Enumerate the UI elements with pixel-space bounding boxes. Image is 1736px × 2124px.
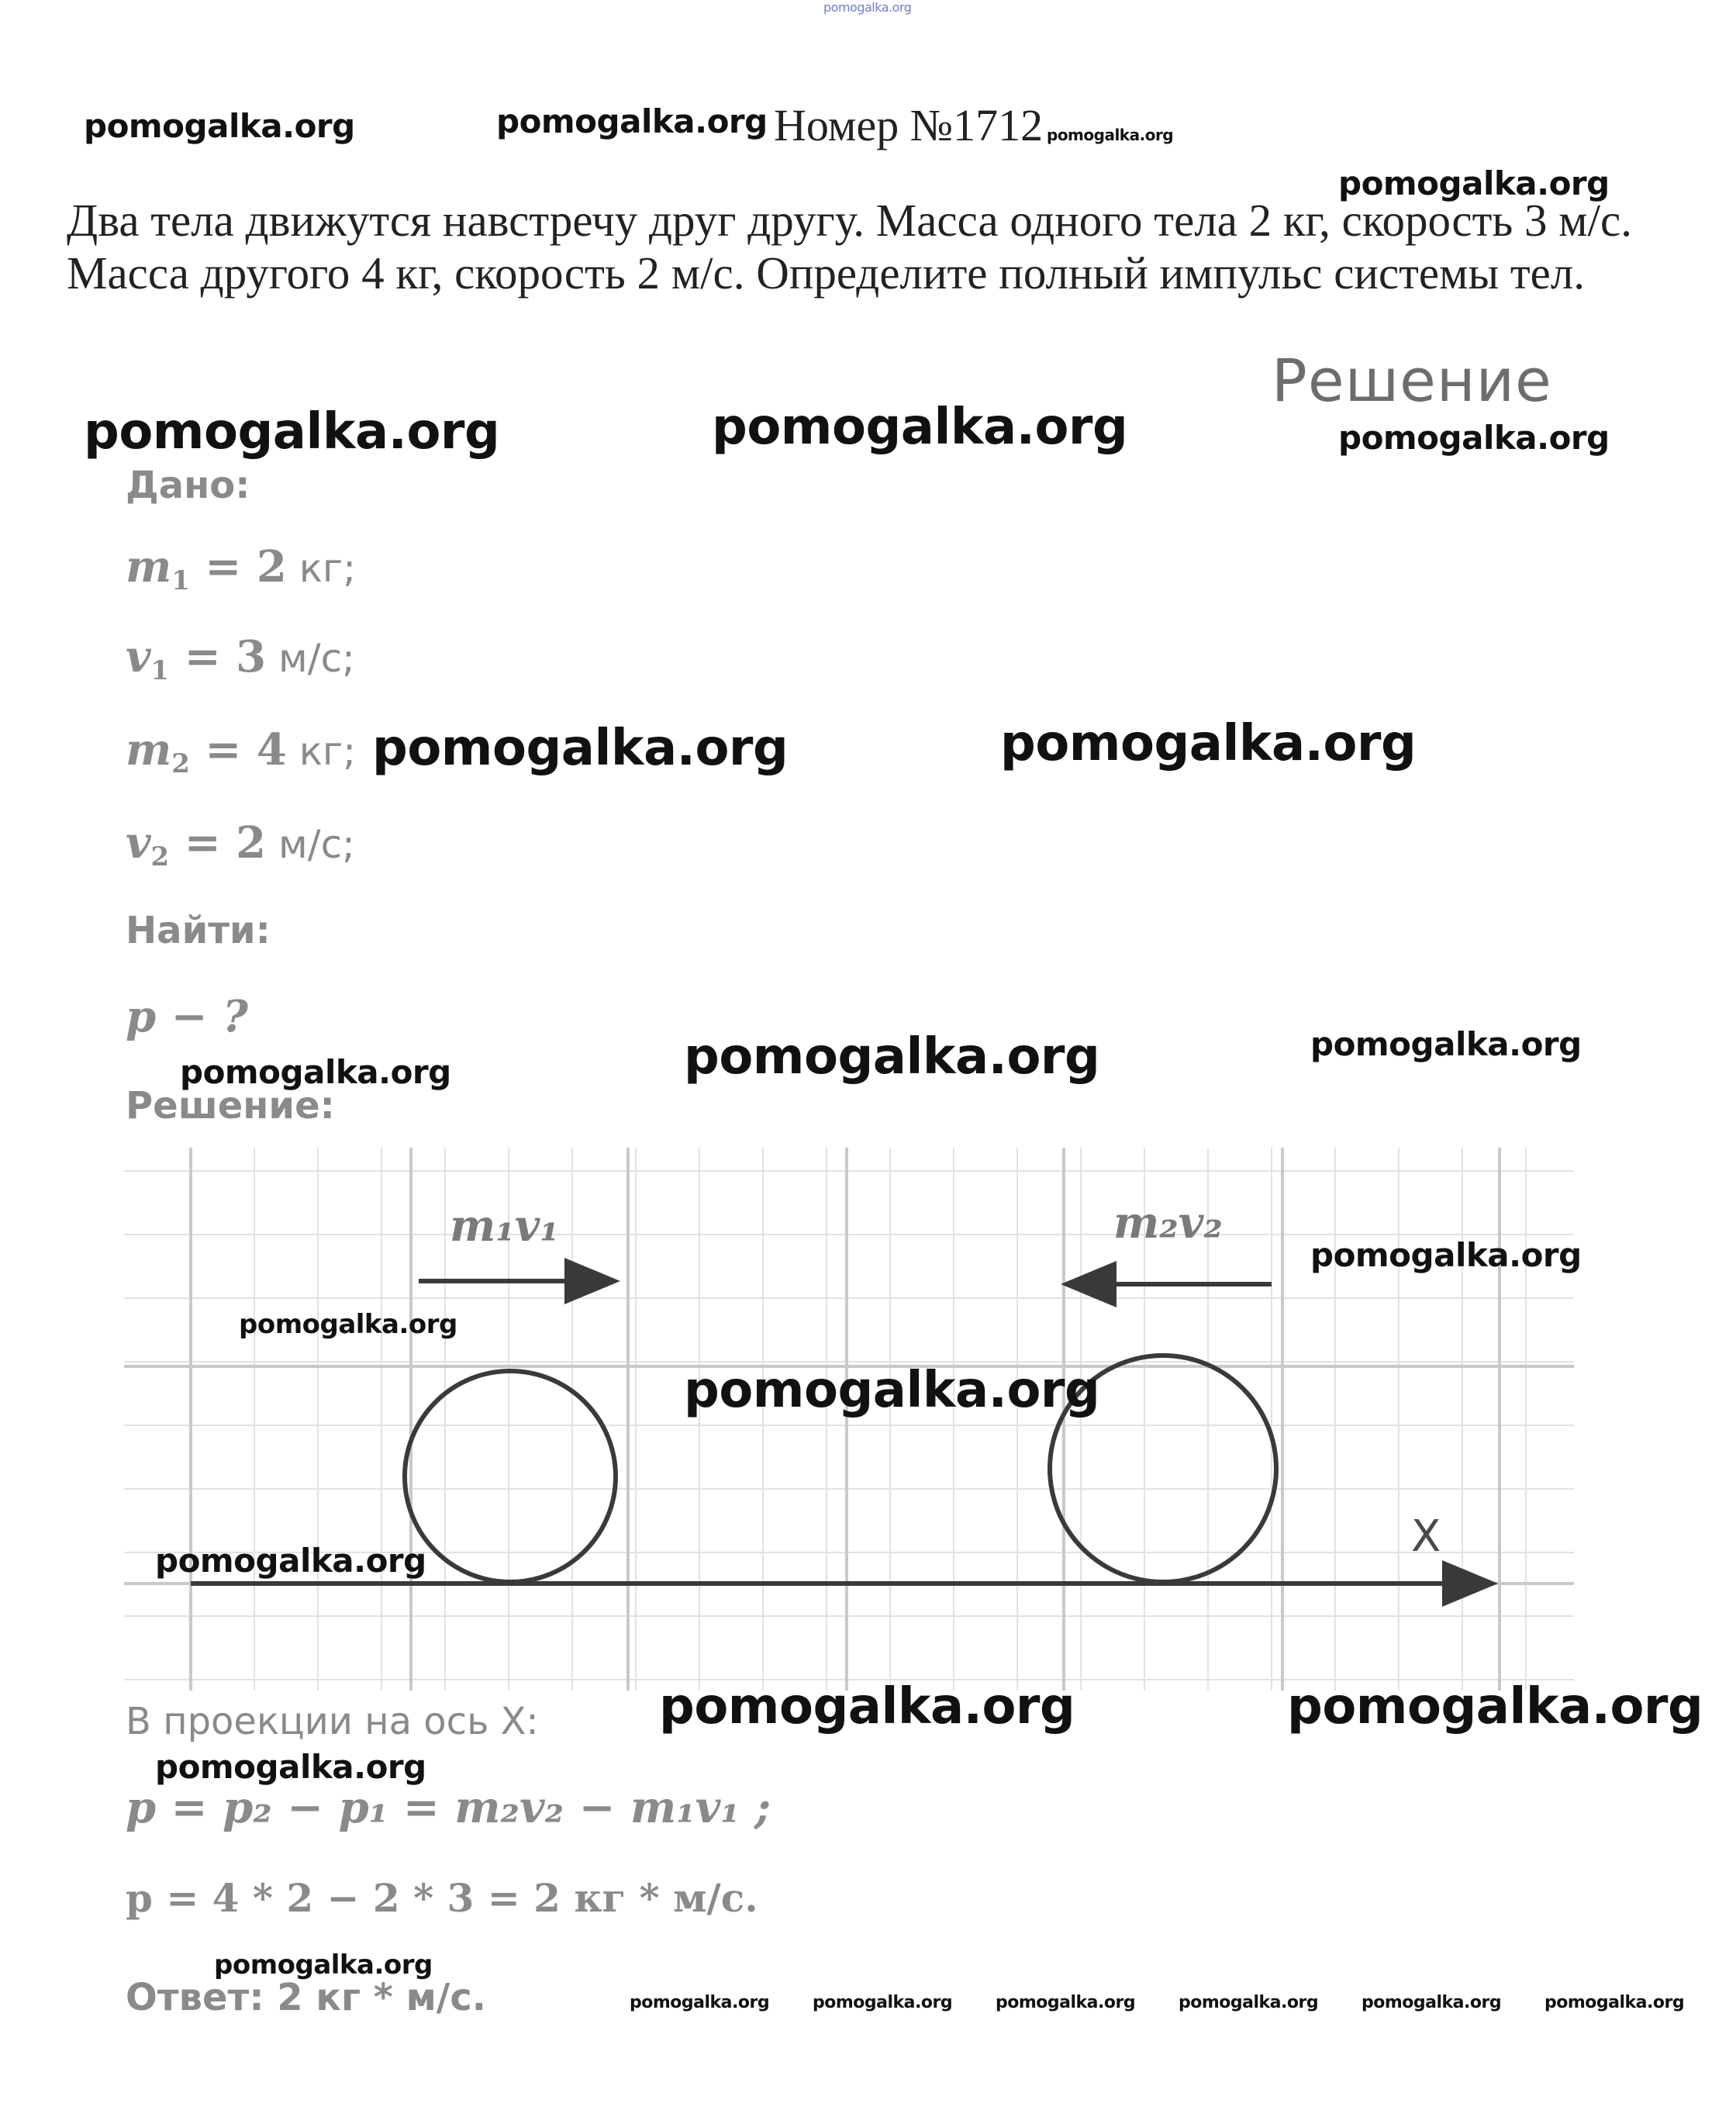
- watermark: pomogalka.org: [1338, 164, 1610, 202]
- watermark: pomogalka.org: [155, 1748, 426, 1786]
- watermark: pomogalka.org: [1047, 126, 1174, 144]
- grid-major: [124, 1148, 1574, 1691]
- watermark: pomogalka.org: [712, 399, 1128, 456]
- watermark: pomogalka.org: [659, 1678, 1075, 1735]
- watermark: pomogalka.org: [684, 1028, 1100, 1086]
- collision-diagram: [124, 1148, 1574, 1691]
- watermark: pomogalka.org: [823, 0, 912, 15]
- subscript: 1: [171, 565, 190, 596]
- subscript: 1: [150, 655, 170, 686]
- find-label: Найти:: [126, 909, 271, 952]
- given-label: Дано:: [126, 464, 250, 507]
- problem-line: Два тела движутся навстречу друг другу. Масса одного тела 2 кг, скорость 3 м/с.: [67, 195, 1632, 246]
- value: = 4: [189, 724, 287, 775]
- x-axis-label: X: [1411, 1511, 1441, 1562]
- value: = 2: [189, 541, 287, 592]
- watermark: pomogalka.org: [155, 1542, 426, 1580]
- watermark: pomogalka.org: [496, 102, 768, 140]
- page-title: Номер №1712: [774, 100, 1044, 150]
- projection-text: В проекции на ось X:: [126, 1700, 539, 1743]
- watermark: pomogalka.org: [84, 403, 500, 461]
- value: = 3: [169, 631, 267, 682]
- momentum-label-1: m₁v₁: [450, 1200, 559, 1252]
- grid: [124, 1148, 1574, 1691]
- watermark: pomogalka.org: [1287, 1678, 1703, 1735]
- symbol: v: [126, 631, 151, 682]
- watermark: pomogalka.org: [214, 1950, 433, 1981]
- given-item-m2: [126, 724, 356, 779]
- unit: кг;: [286, 729, 357, 774]
- momentum-label-2: m₂v₂: [1113, 1197, 1223, 1248]
- given-item-v1: [126, 631, 355, 686]
- solution-heading: Решение: [1272, 346, 1552, 415]
- watermark: pomogalka.org: [996, 1993, 1136, 2012]
- watermark: pomogalka.org: [1310, 1025, 1582, 1063]
- momentum-calculation: p = 4 * 2 − 2 * 3 = 2 кг * м/с.: [126, 1875, 758, 1921]
- given-item-m1: [126, 541, 356, 596]
- watermark: pomogalka.org: [813, 1993, 953, 2012]
- watermark: pomogalka.org: [1362, 1993, 1502, 2012]
- watermark: pomogalka.org: [1179, 1993, 1319, 2012]
- watermark: pomogalka.org: [84, 107, 355, 145]
- watermark: pomogalka.org: [372, 720, 789, 777]
- problem-line: Масса другого 4 кг, скорость 2 м/с. Определите полный импульс системы тел.: [67, 247, 1586, 299]
- answer: Ответ: 2 кг * м/с.: [126, 1976, 487, 2019]
- symbol: v: [126, 817, 151, 869]
- unit: кг;: [286, 546, 357, 591]
- watermark: pomogalka.org: [1544, 1993, 1685, 2012]
- subscript: 2: [150, 841, 170, 872]
- value: = 2: [169, 817, 267, 869]
- find-value: p − ?: [126, 991, 248, 1042]
- watermark: pomogalka.org: [684, 1362, 1100, 1419]
- watermark: pomogalka.org: [1338, 419, 1610, 457]
- unit: м/с;: [266, 822, 355, 867]
- given-item-v2: [126, 817, 355, 872]
- subscript: 2: [171, 748, 190, 779]
- body-1: [405, 1371, 616, 1582]
- symbol: m: [126, 541, 172, 592]
- watermark: pomogalka.org: [1310, 1236, 1582, 1274]
- problem-statement: [67, 194, 1718, 299]
- momentum-formula: p = p₂ − p₁ = m₂v₂ − m₁v₁ ;: [126, 1782, 771, 1833]
- watermark: pomogalka.org: [630, 1993, 770, 2012]
- watermark: pomogalka.org: [180, 1053, 451, 1091]
- symbol: m: [126, 724, 172, 775]
- watermark: pomogalka.org: [1000, 715, 1417, 772]
- solution-label: Решение:: [126, 1084, 335, 1128]
- unit: м/с;: [266, 636, 355, 681]
- watermark: pomogalka.org: [239, 1309, 457, 1340]
